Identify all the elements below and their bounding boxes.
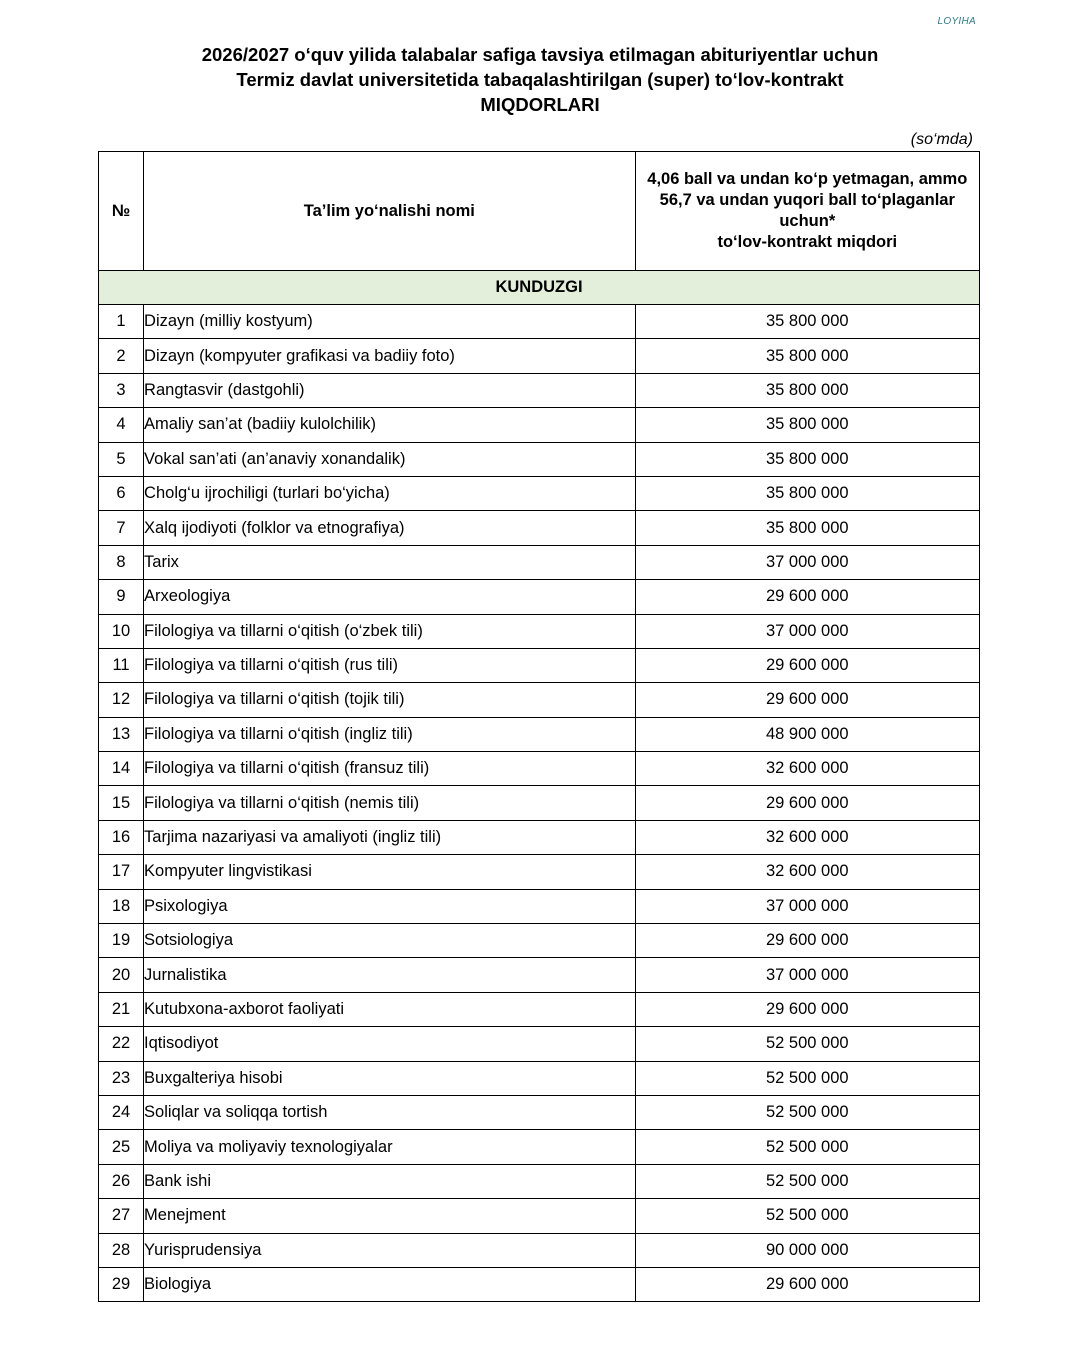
program-name: Filologiya va tillarni o‘qitish (fransuz tili)	[144, 752, 636, 786]
table-row	[99, 752, 980, 786]
contract-fee: 52 500 000	[635, 1061, 979, 1095]
row-number: 16	[99, 820, 144, 854]
row-number: 3	[99, 373, 144, 407]
table-row	[99, 786, 980, 820]
header-fee-line-4: to‘lov-kontrakt miqdori	[717, 233, 898, 251]
table-row	[99, 1061, 980, 1095]
row-number: 7	[99, 511, 144, 545]
contract-fee: 32 600 000	[635, 855, 979, 889]
row-number: 12	[99, 683, 144, 717]
table-row	[99, 1233, 980, 1267]
header-fee	[635, 152, 979, 271]
program-name: Iqtisodiyot	[144, 1027, 636, 1061]
fee-table-body	[99, 271, 980, 1302]
program-name: Filologiya va tillarni o‘qitish (ingliz tili)	[144, 717, 636, 751]
header-number: №	[99, 152, 144, 271]
contract-fee: 37 000 000	[635, 889, 979, 923]
program-name: Vokal san’ati (an’anaviy xonandalik)	[144, 442, 636, 476]
row-number: 11	[99, 648, 144, 682]
contract-fee: 35 800 000	[635, 511, 979, 545]
row-number: 18	[99, 889, 144, 923]
fee-table-header	[99, 152, 980, 271]
row-number: 4	[99, 408, 144, 442]
program-name: Filologiya va tillarni o‘qitish (o‘zbek tili)	[144, 614, 636, 648]
contract-fee: 35 800 000	[635, 476, 979, 510]
contract-fee: 90 000 000	[635, 1233, 979, 1267]
table-row	[99, 305, 980, 339]
table-row	[99, 855, 980, 889]
contract-fee: 35 800 000	[635, 442, 979, 476]
table-row	[99, 1164, 980, 1198]
contract-fee: 52 500 000	[635, 1164, 979, 1198]
section-row	[99, 271, 980, 305]
program-name: Biologiya	[144, 1267, 636, 1301]
contract-fee: 48 900 000	[635, 717, 979, 751]
title-line-3: MIQDORLARI	[480, 94, 600, 115]
program-name: Dizayn (kompyuter grafikasi va badiiy foto)	[144, 339, 636, 373]
table-row	[99, 820, 980, 854]
row-number: 8	[99, 545, 144, 579]
contract-fee: 29 600 000	[635, 683, 979, 717]
table-row	[99, 1267, 980, 1301]
row-number: 15	[99, 786, 144, 820]
row-number: 1	[99, 305, 144, 339]
program-name: Sotsiologiya	[144, 924, 636, 958]
table-row	[99, 1199, 980, 1233]
header-fee-line-1: 4,06 ball va undan ko‘p yetmagan, ammo	[647, 170, 968, 188]
program-name: Menejment	[144, 1199, 636, 1233]
row-number: 9	[99, 580, 144, 614]
program-name: Dizayn (milliy kostyum)	[144, 305, 636, 339]
contract-fee: 52 500 000	[635, 1130, 979, 1164]
contract-fee: 32 600 000	[635, 752, 979, 786]
program-name: Buxgalteriya hisobi	[144, 1061, 636, 1095]
program-name: Moliya va moliyaviy texnologiyalar	[144, 1130, 636, 1164]
title-line-2: Termiz davlat universitetida tabaqalashtirilgan (super) to‘lov-kontrakt	[236, 69, 844, 90]
contract-fee: 37 000 000	[635, 614, 979, 648]
program-name: Arxeologiya	[144, 580, 636, 614]
row-number: 10	[99, 614, 144, 648]
row-number: 6	[99, 476, 144, 510]
table-row	[99, 545, 980, 579]
program-name: Rangtasvir (dastgohli)	[144, 373, 636, 407]
row-number: 22	[99, 1027, 144, 1061]
program-name: Yurisprudensiya	[144, 1233, 636, 1267]
table-row	[99, 614, 980, 648]
table-row	[99, 889, 980, 923]
contract-fee: 32 600 000	[635, 820, 979, 854]
table-row	[99, 580, 980, 614]
table-row	[99, 683, 980, 717]
header-program-name: Ta’lim yo‘nalishi nomi	[144, 152, 636, 271]
program-name: Cholg‘u ijrochiligi (turlari bo‘yicha)	[144, 476, 636, 510]
contract-fee: 37 000 000	[635, 958, 979, 992]
program-name: Filologiya va tillarni o‘qitish (tojik tili)	[144, 683, 636, 717]
program-name: Psixologiya	[144, 889, 636, 923]
program-name: Soliqlar va soliqqa tortish	[144, 1095, 636, 1129]
row-number: 21	[99, 992, 144, 1026]
table-row	[99, 511, 980, 545]
program-name: Jurnalistika	[144, 958, 636, 992]
row-number: 5	[99, 442, 144, 476]
header-fee-line-2: 56,7 va undan yuqori ball to‘plaganlar	[659, 191, 955, 209]
header-row	[99, 152, 980, 271]
row-number: 20	[99, 958, 144, 992]
program-name: Amaliy san’at (badiiy kulolchilik)	[144, 408, 636, 442]
row-number: 28	[99, 1233, 144, 1267]
contract-fee: 35 800 000	[635, 305, 979, 339]
contract-fee: 29 600 000	[635, 924, 979, 958]
table-row	[99, 373, 980, 407]
fee-table	[98, 151, 980, 1302]
table-row	[99, 1130, 980, 1164]
row-number: 29	[99, 1267, 144, 1301]
table-row	[99, 648, 980, 682]
program-name: Kutubxona-axborot faoliyati	[144, 992, 636, 1026]
table-row	[99, 1095, 980, 1129]
contract-fee: 29 600 000	[635, 786, 979, 820]
title-line-1: 2026/2027 o‘quv yilida talabalar safiga tavsiya etilmagan abituriyentlar uchun	[201, 44, 879, 65]
contract-fee: 35 800 000	[635, 373, 979, 407]
contract-fee: 29 600 000	[635, 1267, 979, 1301]
contract-fee: 29 600 000	[635, 992, 979, 1026]
row-number: 17	[99, 855, 144, 889]
row-number: 26	[99, 1164, 144, 1198]
program-name: Tarix	[144, 545, 636, 579]
contract-fee: 52 500 000	[635, 1199, 979, 1233]
table-row	[99, 1027, 980, 1061]
table-row	[99, 717, 980, 751]
program-name: Xalq ijodiyoti (folklor va etnografiya)	[144, 511, 636, 545]
contract-fee: 37 000 000	[635, 545, 979, 579]
row-number: 23	[99, 1061, 144, 1095]
row-number: 2	[99, 339, 144, 373]
contract-fee: 35 800 000	[635, 339, 979, 373]
header-fee-line-3: uchun*	[779, 212, 836, 230]
document-title	[0, 42, 1080, 117]
table-row	[99, 958, 980, 992]
contract-fee: 29 600 000	[635, 648, 979, 682]
contract-fee: 52 500 000	[635, 1095, 979, 1129]
contract-fee: 52 500 000	[635, 1027, 979, 1061]
table-row	[99, 408, 980, 442]
row-number: 19	[99, 924, 144, 958]
program-name: Bank ishi	[144, 1164, 636, 1198]
program-name: Filologiya va tillarni o‘qitish (nemis tili)	[144, 786, 636, 820]
table-row	[99, 924, 980, 958]
row-number: 25	[99, 1130, 144, 1164]
contract-fee: 29 600 000	[635, 580, 979, 614]
table-row	[99, 442, 980, 476]
contract-fee: 35 800 000	[635, 408, 979, 442]
table-row	[99, 476, 980, 510]
section-label: KUNDUZGI	[99, 271, 980, 305]
row-number: 24	[99, 1095, 144, 1129]
row-number: 27	[99, 1199, 144, 1233]
program-name: Kompyuter lingvistikasi	[144, 855, 636, 889]
row-number: 13	[99, 717, 144, 751]
table-row	[99, 339, 980, 373]
table-row	[99, 992, 980, 1026]
row-number: 14	[99, 752, 144, 786]
draft-watermark: LOYIHA	[937, 16, 976, 27]
currency-unit-note: (so‘mda)	[910, 131, 973, 148]
program-name: Filologiya va tillarni o‘qitish (rus tili)	[144, 648, 636, 682]
program-name: Tarjima nazariyasi va amaliyoti (ingliz tili)	[144, 820, 636, 854]
